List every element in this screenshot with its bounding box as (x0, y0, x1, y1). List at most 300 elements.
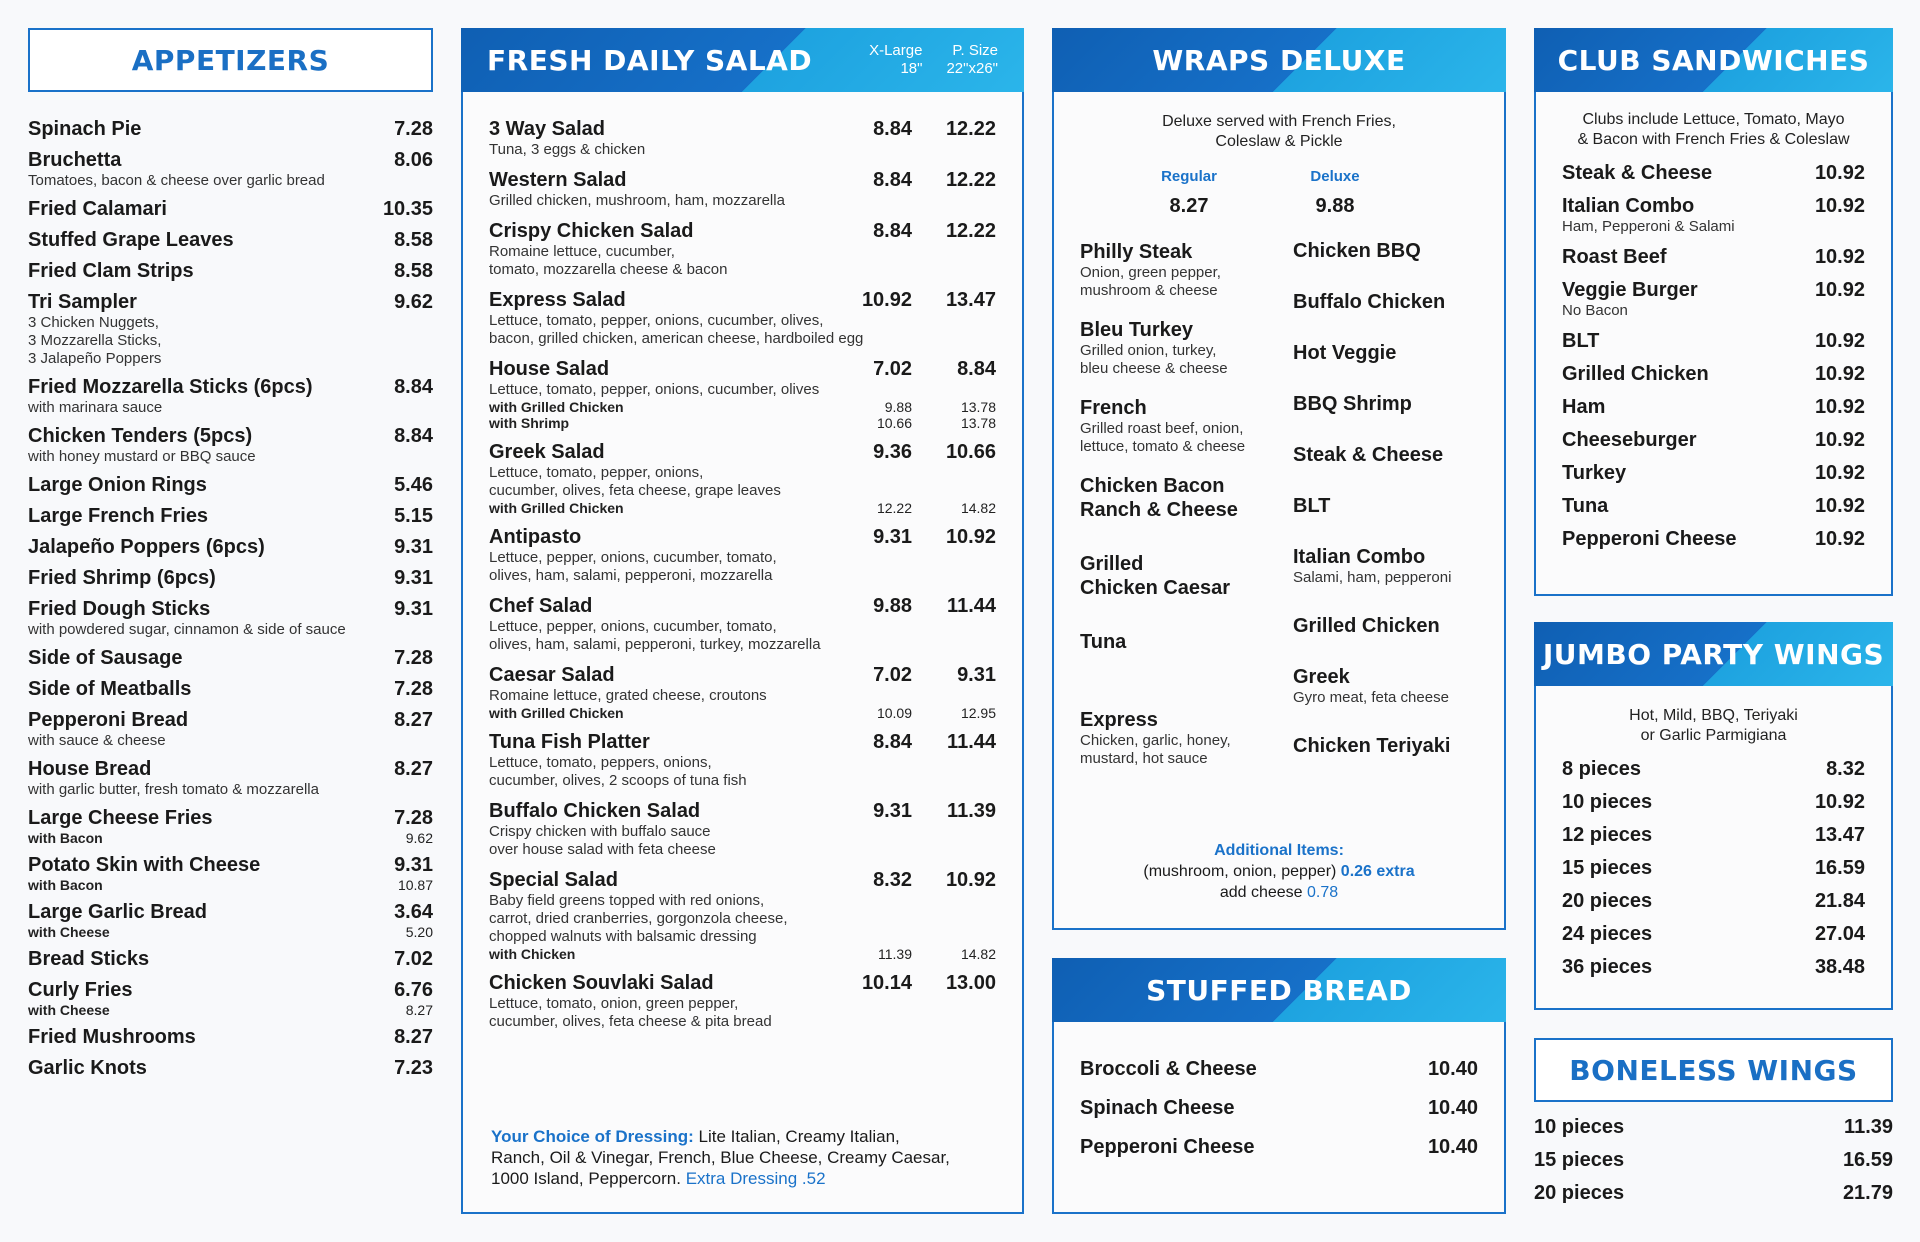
menu-item-row (28, 807, 433, 830)
menu-item (28, 149, 433, 190)
item-price: 10.92 (1814, 195, 1865, 217)
salad-name: Crispy Chicken Salad (489, 220, 694, 242)
salad-desc: Crispy chicken with buffalo sauce over house salad with feta cheese (489, 823, 716, 858)
stuffed-title: STUFFED BREAD (1052, 958, 1506, 1022)
item-name: Curly Fries (28, 979, 133, 1001)
item-desc: with marinara sauce (28, 399, 163, 416)
salad-price-xlarge: 8.84 (873, 118, 912, 140)
menu-item-row (1080, 1097, 1478, 1120)
menu-item-row (28, 505, 433, 528)
item-price: 5.15 (394, 505, 433, 527)
item-name: Fried Mozzarella Sticks (6pcs) (28, 376, 313, 398)
item-name: Stuffed Grape Leaves (28, 229, 234, 251)
wrap-item (1293, 240, 1478, 263)
item-name: Bruchetta (28, 149, 122, 171)
salad-name: Chef Salad (489, 595, 593, 617)
menu-item (28, 807, 433, 846)
wrap-desc: Onion, green pepper, mushroom & cheese (1080, 264, 1221, 299)
menu-item-row (1562, 363, 1865, 386)
salad-item-row (489, 358, 996, 381)
wrap-name: Chicken Teriyaki (1293, 735, 1451, 757)
wraps-note: Deluxe served with French Fries, Coleslaw & Pickle (1162, 113, 1396, 150)
menu-item (1562, 890, 1865, 913)
menu-item (1562, 330, 1865, 353)
salad-sub-price-xlarge: 11.39 (878, 946, 912, 962)
salad-sub-row (489, 500, 996, 516)
item-name: Fried Clam Strips (28, 260, 194, 282)
salad-prices (842, 289, 996, 312)
salad-item (489, 972, 996, 1031)
item-price: 10.92 (1814, 330, 1865, 352)
salad-price-party: 10.66 (945, 441, 996, 463)
size-xlarge-label: X-Large 18" (869, 42, 923, 77)
item-name: 8 pieces (1562, 758, 1641, 780)
item-name: Chicken Tenders (5pcs) (28, 425, 253, 447)
wrap-name: Philly Steak (1080, 241, 1193, 263)
salad-price-xlarge: 7.02 (873, 358, 912, 380)
wrap-name: Greek (1293, 666, 1350, 688)
salad-price-party: 11.44 (947, 731, 996, 753)
salad-item-row (489, 595, 996, 618)
menu-item-row (28, 291, 433, 314)
salad-desc: Lettuce, pepper, onions, cucumber, tomato, olives, ham, salami, pepperoni, mozzarella (489, 549, 777, 584)
menu-item-row (28, 979, 433, 1002)
salad-desc: Lettuce, tomato, pepper, onions, cucumber, olives, bacon, grilled chicken, american cheese, hardboiled egg (489, 312, 864, 347)
item-price: 10.40 (1427, 1136, 1478, 1158)
add-cheese-text: add cheese (1219, 884, 1308, 901)
item-sub-price: 9.62 (405, 830, 433, 846)
menu-item (28, 229, 433, 252)
item-name: Turkey (1562, 462, 1627, 484)
salad-prices (842, 595, 996, 618)
salad-price-xlarge: 10.14 (861, 972, 912, 994)
item-price: 27.04 (1814, 923, 1865, 945)
item-name: 36 pieces (1562, 956, 1653, 978)
salad-item (489, 869, 996, 962)
item-price: 7.28 (394, 678, 433, 700)
item-price: 10.92 (1814, 429, 1865, 451)
salad-name: Antipasto (489, 526, 582, 548)
salad-item (489, 526, 996, 585)
menu-item (1534, 1182, 1893, 1205)
club-section (1534, 28, 1893, 596)
salad-prices (842, 800, 996, 823)
menu-item (28, 647, 433, 670)
salad-prices (842, 220, 996, 243)
item-price: 8.58 (394, 229, 433, 251)
salad-price-party: 10.92 (945, 869, 996, 891)
wrap-item (1293, 735, 1478, 758)
salad-price-xlarge: 9.31 (873, 526, 912, 548)
menu-item-row (28, 678, 433, 701)
item-price: 10.92 (1814, 462, 1865, 484)
salad-sub-prices (842, 705, 996, 721)
menu-item (28, 198, 433, 221)
additional-items (1054, 840, 1504, 903)
item-name: Tuna (1562, 495, 1609, 517)
salad-name: Chicken Souvlaki Salad (489, 972, 714, 994)
regular-col (1159, 168, 1219, 218)
salad-list (463, 92, 1022, 1031)
item-sub-row (28, 1002, 433, 1018)
item-price: 10.92 (1814, 162, 1865, 184)
salad-item (489, 664, 996, 721)
additional-price: 0.26 extra (1340, 863, 1415, 880)
item-name: Potato Skin with Cheese (28, 854, 261, 876)
item-name: Steak & Cheese (1562, 162, 1713, 184)
wrap-item (1080, 552, 1293, 612)
salad-prices (842, 526, 996, 549)
salad-sub-price-party: 14.82 (960, 500, 996, 516)
item-name: Fried Dough Sticks (28, 598, 211, 620)
wrap-item (1080, 396, 1293, 456)
boneless-section (1534, 1038, 1893, 1215)
salad-desc: Lettuce, tomato, peppers, onions, cucumber, olives, 2 scoops of tuna fish (489, 754, 747, 789)
item-name: 20 pieces (1534, 1182, 1625, 1204)
menu-item-row (28, 149, 433, 172)
salad-desc: Lettuce, tomato, pepper, onions, cucumber, olives, feta cheese, grape leaves (489, 464, 781, 499)
item-price: 10.40 (1427, 1058, 1478, 1080)
wrap-item (1293, 444, 1478, 467)
salad-desc: Romaine lettuce, grated cheese, croutons (489, 687, 767, 704)
salad-item-row (489, 664, 996, 687)
item-desc: with honey mustard or BBQ sauce (28, 448, 256, 465)
salad-sub-row (489, 415, 996, 431)
item-name: House Bread (28, 758, 152, 780)
deluxe-col (1305, 168, 1365, 218)
salad-sub-label: with Grilled Chicken (489, 399, 624, 415)
item-price: 10.92 (1814, 791, 1865, 813)
wrap-name: Hot Veggie (1293, 342, 1397, 364)
deluxe-label: Deluxe (1310, 168, 1360, 185)
wrap-name: Express (1080, 709, 1158, 731)
salad-sub-label: with Grilled Chicken (489, 500, 624, 516)
item-desc: No Bacon (1562, 302, 1628, 319)
salad-prices (842, 972, 996, 995)
item-name: Grilled Chicken (1562, 363, 1709, 385)
salad-prices (842, 358, 996, 381)
salad-item-row (489, 289, 996, 312)
menu-item (1080, 1097, 1478, 1120)
item-price: 7.02 (394, 948, 433, 970)
item-name: Jalapeño Poppers (6pcs) (28, 536, 265, 558)
menu-item-row (28, 474, 433, 497)
item-price: 8.84 (394, 376, 433, 398)
wrap-item (1080, 630, 1293, 690)
item-price: 8.58 (394, 260, 433, 282)
item-name: 12 pieces (1562, 824, 1653, 846)
additional-text: (mushroom, onion, pepper) (1143, 863, 1341, 880)
item-price: 21.84 (1814, 890, 1865, 912)
item-price: 10.92 (1814, 363, 1865, 385)
item-price: 6.76 (394, 979, 433, 1001)
dressing-text: Lite Italian, Creamy Italian, Ranch, Oil & Vinegar, French, Blue Cheese, Creamy Caesar, 1000 Island, Peppercorn. (491, 1127, 950, 1188)
item-sub-price: 10.87 (397, 877, 433, 893)
menu-item-row (28, 948, 433, 971)
club-list (1536, 150, 1891, 551)
menu-item (28, 260, 433, 283)
salad-name: Special Salad (489, 869, 618, 891)
wrap-item (1293, 615, 1478, 638)
club-note: Clubs include Lettuce, Tomato, Mayo & Bacon with French Fries & Coleslaw (1577, 111, 1850, 148)
salad-sub-row (489, 705, 996, 721)
item-price: 8.27 (394, 758, 433, 780)
menu-item-row (1534, 1182, 1893, 1205)
menu-item-row (28, 758, 433, 781)
wraps-title: WRAPS DELUXE (1052, 28, 1506, 92)
wraps-left-col (1080, 240, 1293, 786)
item-price: 8.32 (1826, 758, 1865, 780)
menu-item (28, 758, 433, 799)
jumbo-section (1534, 622, 1893, 1010)
jumbo-note: Hot, Mild, BBQ, Teriyaki or Garlic Parmigiana (1629, 707, 1798, 744)
salad-price-xlarge: 8.32 (873, 869, 912, 891)
item-price: 8.27 (394, 1026, 433, 1048)
item-sub-price: 5.20 (405, 924, 433, 940)
additional-label: Additional Items: (1214, 842, 1344, 859)
menu-item-row (28, 376, 433, 399)
boneless-title: BONELESS WINGS (1534, 1038, 1893, 1102)
menu-item-row (1562, 956, 1865, 979)
salad-section (461, 28, 1024, 1214)
menu-item (28, 425, 433, 466)
item-name: Roast Beef (1562, 246, 1667, 268)
menu-item-row (28, 1057, 433, 1080)
menu-item-row (28, 229, 433, 252)
menu-item-row (1562, 462, 1865, 485)
deluxe-price: 9.88 (1315, 195, 1355, 217)
item-name: Cheeseburger (1562, 429, 1697, 451)
salad-prices (842, 118, 996, 141)
item-name: Pepperoni Bread (28, 709, 189, 731)
wrap-item (1293, 291, 1478, 314)
menu-item-row (1562, 824, 1865, 847)
wrap-item (1080, 708, 1293, 768)
wraps-price-header (1054, 168, 1504, 218)
salad-price-xlarge: 10.92 (861, 289, 912, 311)
salad-size-headers (869, 42, 998, 78)
item-name: Large Onion Rings (28, 474, 207, 496)
wrap-item (1293, 546, 1478, 587)
menu-item (1562, 162, 1865, 185)
regular-label: Regular (1161, 168, 1217, 185)
menu-item (28, 678, 433, 701)
wrap-item (1293, 495, 1478, 518)
item-price: 3.64 (394, 901, 433, 923)
dressing-note (491, 1126, 996, 1189)
salad-sub-price-xlarge: 10.09 (876, 705, 912, 721)
salad-sub-label: with Grilled Chicken (489, 705, 624, 721)
menu-item (28, 1057, 433, 1080)
item-price: 10.92 (1814, 495, 1865, 517)
item-name: Garlic Knots (28, 1057, 147, 1079)
stuffed-list (1054, 1022, 1504, 1159)
item-price: 10.92 (1814, 396, 1865, 418)
salad-price-party: 12.22 (945, 118, 996, 140)
salad-price-party: 11.44 (947, 595, 996, 617)
salad-sub-label: with Shrimp (489, 415, 570, 431)
wrap-name: Chicken Bacon Ranch & Cheese (1080, 475, 1238, 521)
wrap-name: Bleu Turkey (1080, 319, 1193, 341)
add-cheese-price: 0.78 (1307, 884, 1339, 901)
item-price: 10.92 (1814, 246, 1865, 268)
jumbo-title: JUMBO PARTY WINGS (1534, 622, 1893, 686)
menu-item (28, 118, 433, 141)
item-price: 9.31 (394, 854, 433, 876)
item-price: 10.92 (1814, 279, 1865, 301)
item-sub-label: with Cheese (28, 924, 110, 940)
menu-item (1562, 279, 1865, 320)
menu-item-row (1562, 791, 1865, 814)
menu-item-row (28, 260, 433, 283)
menu-item-row (1534, 1149, 1893, 1172)
wrap-name: Chicken BBQ (1293, 240, 1421, 262)
menu-item-row (1562, 528, 1865, 551)
appetizers-list (28, 118, 433, 1080)
item-name: Side of Sausage (28, 647, 183, 669)
item-price: 9.31 (394, 567, 433, 589)
item-price: 8.06 (394, 149, 433, 171)
menu-item (28, 854, 433, 893)
appetizers-title: APPETIZERS (28, 28, 433, 92)
salad-price-party: 12.22 (945, 220, 996, 242)
salad-price-xlarge: 8.84 (873, 220, 912, 242)
item-desc: 3 Chicken Nuggets, 3 Mozzarella Sticks, 3 Jalapeño Poppers (28, 314, 162, 367)
salad-item-row (489, 169, 996, 192)
salad-item-row (489, 800, 996, 823)
salad-sub-prices (842, 946, 996, 962)
salad-item (489, 800, 996, 859)
menu-item (28, 536, 433, 559)
wrap-desc: Salami, ham, pepperoni (1293, 569, 1452, 586)
salad-sub-price-xlarge: 9.88 (884, 399, 912, 415)
menu-item (1562, 923, 1865, 946)
dressing-label: Your Choice of Dressing: (491, 1127, 694, 1146)
item-price: 7.28 (394, 118, 433, 140)
wraps-right-col (1293, 240, 1478, 786)
item-name: Fried Calamari (28, 198, 167, 220)
menu-item-row (28, 567, 433, 590)
item-name: Fried Mushrooms (28, 1026, 196, 1048)
salad-item (489, 118, 996, 159)
stuffed-section (1052, 958, 1506, 1214)
item-sub-row (28, 877, 433, 893)
salad-item (489, 595, 996, 654)
item-name: 10 pieces (1534, 1116, 1625, 1138)
menu-item-row (1562, 890, 1865, 913)
menu-item (28, 474, 433, 497)
salad-sub-price-party: 13.78 (960, 399, 996, 415)
item-name: Ham (1562, 396, 1606, 418)
item-name: 24 pieces (1562, 923, 1653, 945)
item-sub-label: with Bacon (28, 830, 103, 846)
salad-header (461, 28, 1024, 92)
item-price: 8.84 (394, 425, 433, 447)
wrap-name: Grilled Chicken Caesar (1080, 553, 1231, 599)
wrap-name: French (1080, 397, 1147, 419)
menu-item (1562, 246, 1865, 269)
item-price: 11.39 (1844, 1116, 1893, 1138)
salad-prices (842, 664, 996, 687)
salad-price-xlarge: 9.88 (873, 595, 912, 617)
item-price: 9.62 (394, 291, 433, 313)
salad-sub-row (489, 946, 996, 962)
item-sub-label: with Cheese (28, 1002, 110, 1018)
salad-price-party: 8.84 (957, 358, 996, 380)
menu-item-row (1562, 758, 1865, 781)
item-name: Large French Fries (28, 505, 209, 527)
item-price: 8.27 (394, 709, 433, 731)
item-desc: with sauce & cheese (28, 732, 166, 749)
item-name: Spinach Pie (28, 118, 142, 140)
menu-item-row (1562, 396, 1865, 419)
salad-name: Western Salad (489, 169, 627, 191)
item-name: Fried Shrimp (6pcs) (28, 567, 216, 589)
wraps-section (1052, 28, 1506, 930)
salad-item (489, 289, 996, 348)
wrap-name: Steak & Cheese (1293, 444, 1444, 466)
salad-desc: Grilled chicken, mushroom, ham, mozzarella (489, 192, 785, 209)
menu-item (1562, 396, 1865, 419)
wrap-item (1293, 342, 1478, 365)
salad-sub-prices (842, 500, 996, 516)
item-name: BLT (1562, 330, 1600, 352)
item-price: 13.47 (1814, 824, 1865, 846)
item-sub-row (28, 924, 433, 940)
menu-item (28, 901, 433, 940)
item-name: Bread Sticks (28, 948, 150, 970)
salad-sub-price-party: 13.78 (960, 415, 996, 431)
wraps-columns (1054, 240, 1504, 786)
item-price: 10.35 (382, 198, 433, 220)
salad-sub-prices (842, 415, 996, 431)
salad-price-party: 12.22 (945, 169, 996, 191)
menu-item (28, 291, 433, 368)
wrap-name: Italian Combo (1293, 546, 1426, 568)
menu-item (28, 505, 433, 528)
item-desc: Tomatoes, bacon & cheese over garlic bread (28, 172, 325, 189)
salad-price-xlarge: 8.84 (873, 731, 912, 753)
item-price: 7.28 (394, 647, 433, 669)
salad-item-row (489, 869, 996, 892)
menu-item (1562, 824, 1865, 847)
jumbo-list (1536, 746, 1891, 979)
salad-prices (842, 869, 996, 892)
salad-desc: Baby field greens topped with red onions, carrot, dried cranberries, gorgonzola cheese, chopped walnuts with balsamic dressing (489, 892, 788, 945)
menu-item (1562, 195, 1865, 236)
menu-item-row (1562, 495, 1865, 518)
menu-item-row (28, 598, 433, 621)
wrap-item (1080, 318, 1293, 378)
menu-item-row (1534, 1116, 1893, 1139)
menu-item (28, 709, 433, 750)
menu-item-row (28, 1026, 433, 1049)
salad-desc: Lettuce, tomato, pepper, onions, cucumber, olives (489, 381, 820, 398)
salad-name: Greek Salad (489, 441, 605, 463)
wrap-desc: Gyro meat, feta cheese (1293, 689, 1449, 706)
item-name: 15 pieces (1534, 1149, 1625, 1171)
extra-dressing: Extra Dressing .52 (685, 1169, 826, 1188)
wrap-name: Grilled Chicken (1293, 615, 1440, 637)
menu-item (1562, 495, 1865, 518)
salad-item-row (489, 526, 996, 549)
menu-item-row (1562, 923, 1865, 946)
item-desc: Ham, Pepperoni & Salami (1562, 218, 1735, 235)
salad-item (489, 441, 996, 516)
menu-item (1562, 791, 1865, 814)
salad-item-row (489, 731, 996, 754)
appetizers-section (28, 28, 433, 1088)
